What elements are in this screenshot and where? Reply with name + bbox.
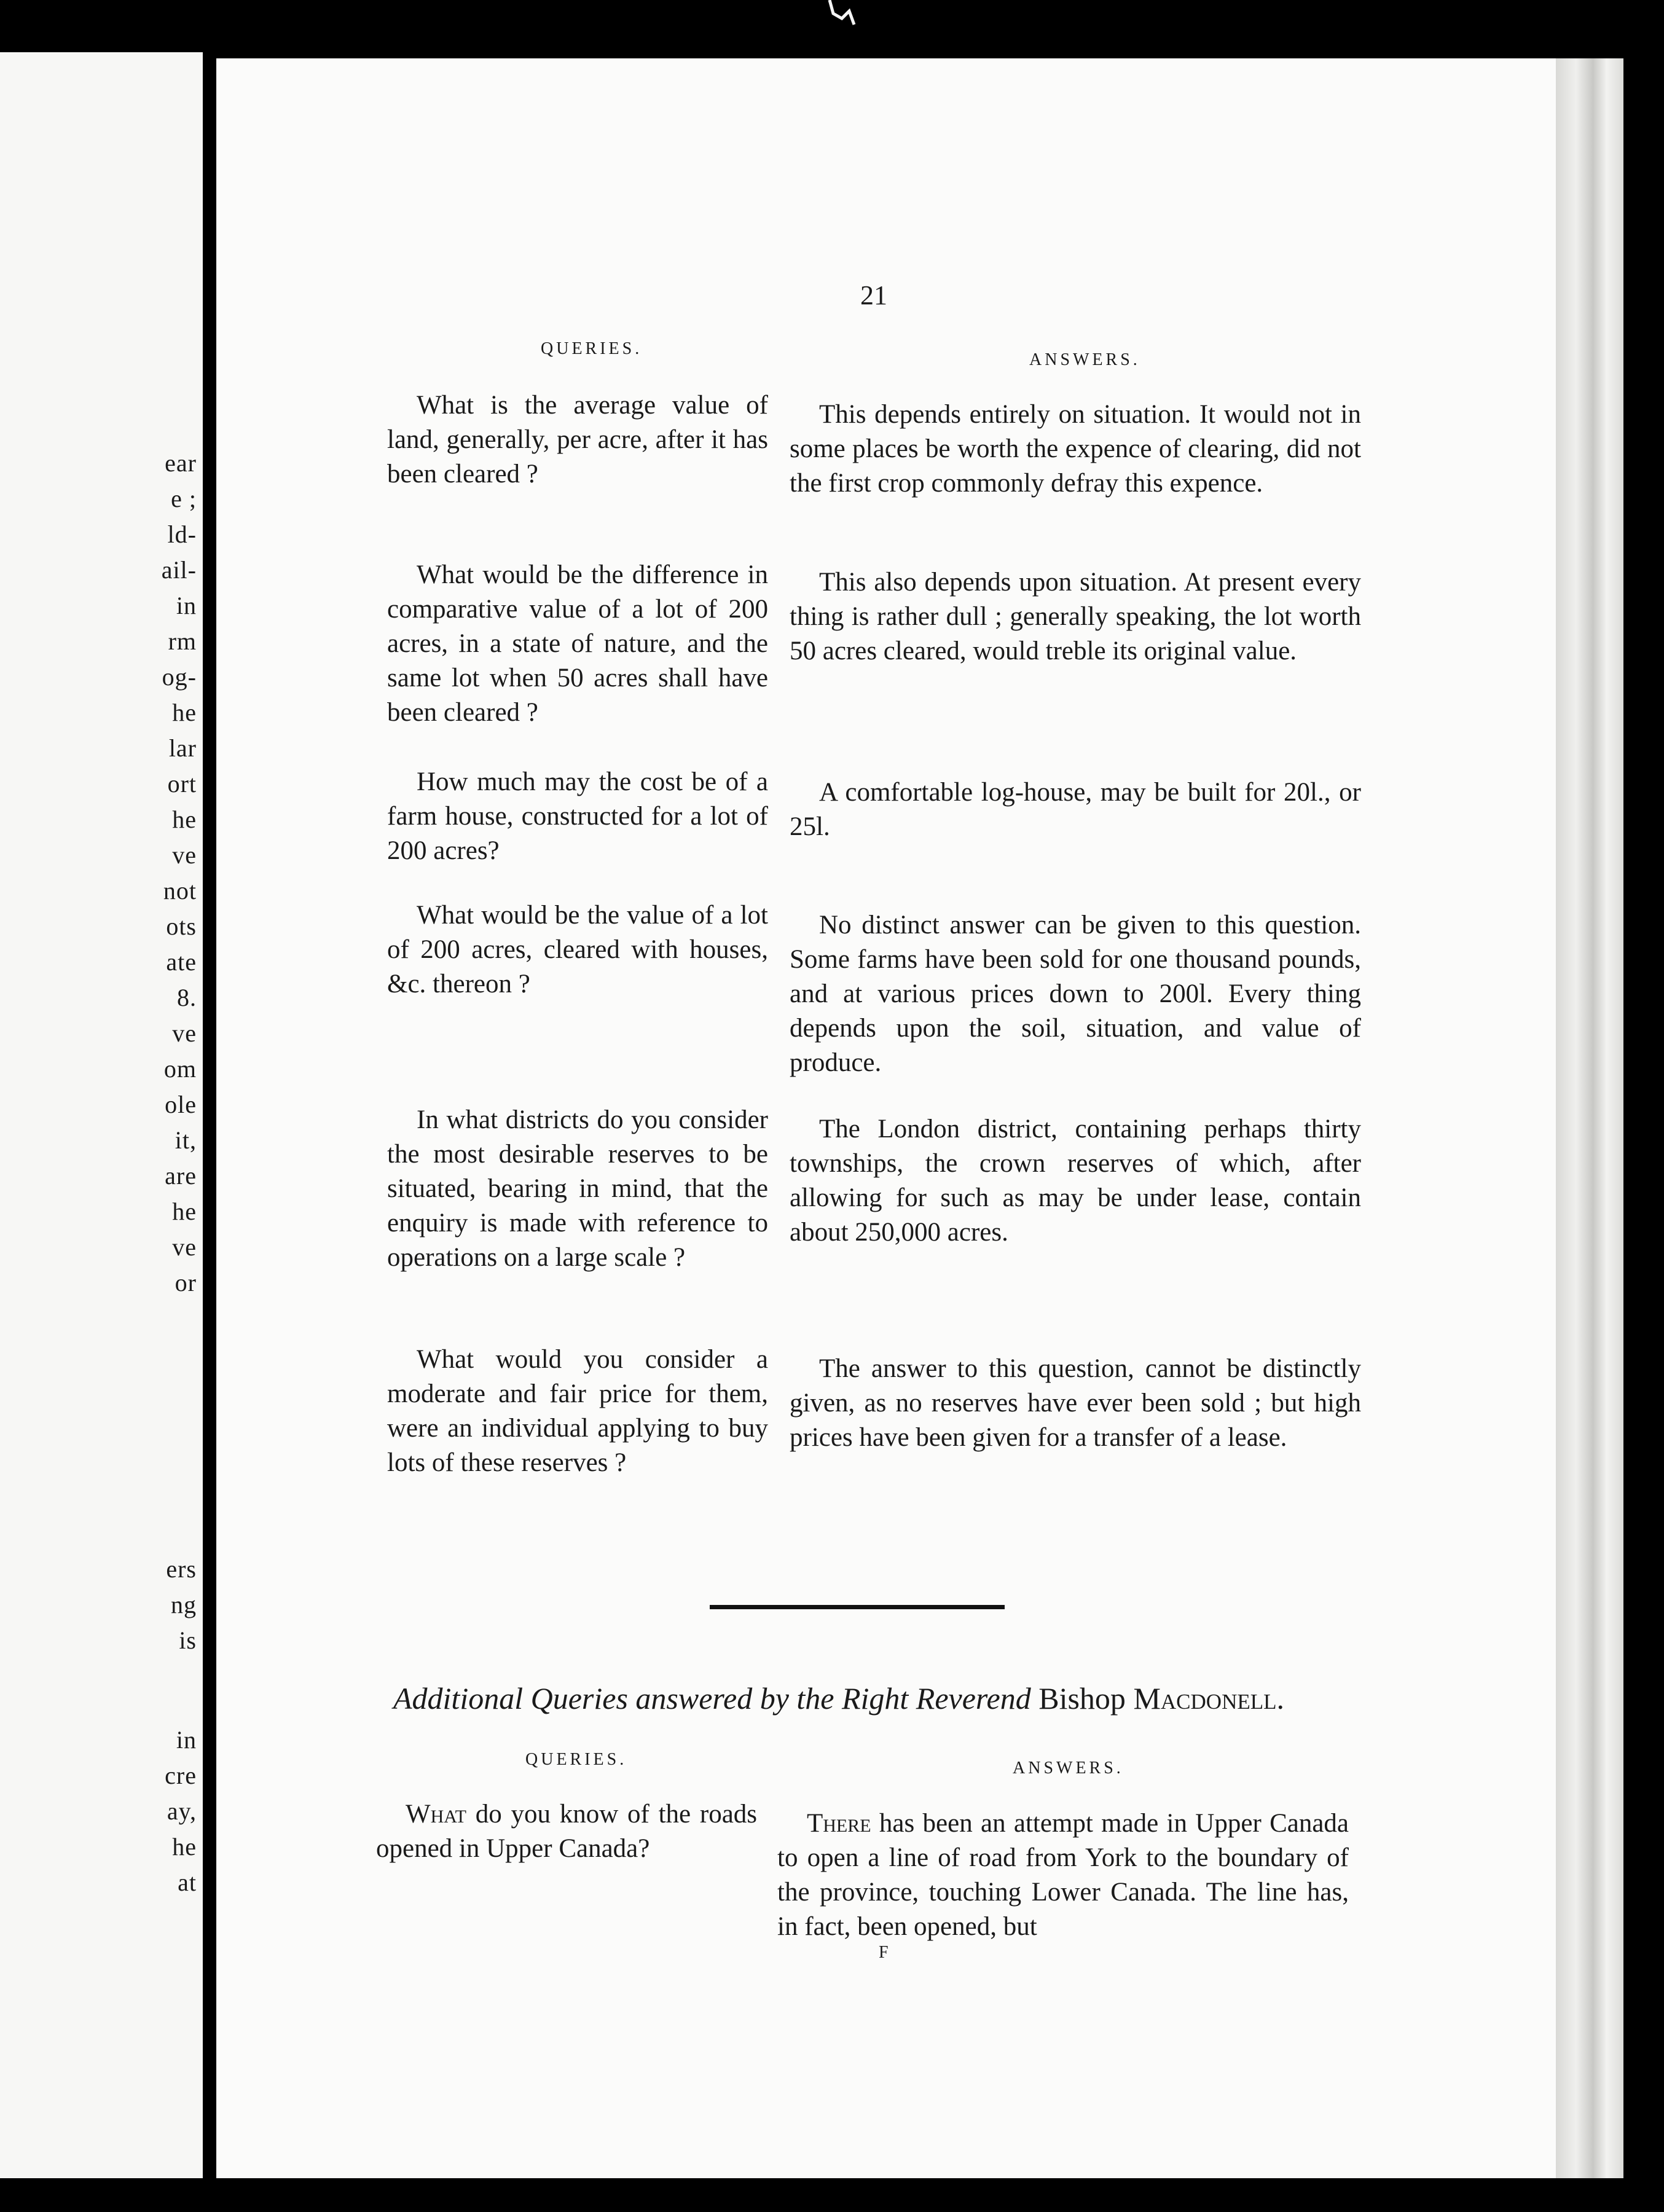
left-fragment: lar — [168, 734, 197, 762]
left-fragment: ld- — [167, 520, 197, 548]
left-fragment: is — [179, 1626, 197, 1654]
left-fragment: ay, — [167, 1797, 197, 1825]
left-fragment: ort — [167, 770, 197, 798]
binding-mark-icon — [817, 0, 866, 31]
section-title: Additional Queries answered by the Right Reverend Bishop Macdonell. — [393, 1681, 1284, 1716]
left-fragment: he — [172, 1833, 197, 1861]
query-text: In what districts do you consider the most desirable reserves to be situated, bearing in mind, that the enquiry is made with reference to operations on a large scale ? — [387, 1105, 768, 1272]
left-fragment: not — [163, 877, 197, 904]
answer-text: This depends entirely on situation. It would not in some places be worth the expence of clearing, did not the first crop commonly defray this expence. — [790, 400, 1361, 498]
page-number: 21 — [860, 280, 887, 310]
left-fragment: or — [175, 1269, 197, 1296]
signature-mark: F — [879, 1943, 889, 1962]
left-fragment: ve — [172, 1019, 197, 1047]
left-fragment: 8. — [177, 984, 197, 1011]
answer-text: The answer to this question, cannot be distinctly given, as no reserves have ever been sold ; but high prices have been given for a transfer of a lease. — [790, 1354, 1361, 1452]
left-fragment: ng — [171, 1591, 197, 1618]
query-text: What is the average value of land, generally, per acre, after it has been cleared ? — [387, 391, 768, 488]
answers-header: ANSWERS. — [1013, 1759, 1124, 1778]
left-fragment: he — [172, 1198, 197, 1225]
left-fragment: in — [176, 592, 197, 619]
gutter-shadow — [203, 49, 216, 2181]
left-fragment: ve — [172, 841, 197, 869]
left-fragment: he — [172, 699, 197, 726]
left-fragment: cre — [165, 1762, 197, 1789]
left-fragment: ear — [165, 449, 197, 477]
query-text: What would be the value of a lot of 200 acres, cleared with houses, &c. thereon ? — [387, 901, 768, 998]
answer-text: A comfortable log-house, may be built for 20l., or 25l. — [790, 778, 1361, 841]
answer-text: This also depends upon situation. At present every thing is rather dull ; generally speaking, the lot worth 50 acres cleared, would treble its original value. — [790, 568, 1361, 665]
left-fragment: in — [176, 1726, 197, 1754]
section-rule — [710, 1605, 1005, 1609]
queries-header: QUERIES. — [541, 339, 643, 358]
query-text: What do you know of the roads opened in Upper Canada? — [376, 1800, 758, 1863]
left-fragment: rm — [168, 627, 197, 655]
query-text: What would you consider a moderate and fair price for them, were an individual applying to buy lots of these reserves ? — [387, 1345, 768, 1477]
left-fragment: ail- — [161, 556, 197, 584]
left-fragment: ate — [166, 948, 197, 976]
query-text: How much may the cost be of a farm house, constructed for a lot of 200 acres? — [387, 767, 768, 865]
left-fragment: og- — [162, 663, 197, 691]
left-fragment: it, — [175, 1126, 197, 1154]
left-fragment: are — [165, 1162, 197, 1190]
answer-text: There has been an attempt made in Upper Canada to open a line of road from York to the boundary of the province, touching Lower Canada. The line has, in fact, been opened, but — [777, 1809, 1349, 1941]
queries-header: QUERIES. — [525, 1750, 627, 1769]
answer-text: No distinct answer can be given to this question. Some farms have been sold for one thousand pounds, and at various prices down to 200l. Every thing depends upon the soil, situation, and value of produce. — [790, 911, 1361, 1077]
page-edge-stack — [1556, 58, 1623, 2178]
answer-text: The London district, containing perhaps thirty townships, the crown reserves of which, after allowing for such as may be under lease, contain about 250,000 acres. — [790, 1115, 1361, 1247]
left-fragment: ole — [165, 1091, 197, 1118]
left-fragment: ers — [166, 1555, 197, 1583]
left-page-fragment — [0, 52, 203, 2178]
left-fragment: om — [163, 1055, 197, 1083]
left-fragment: ve — [172, 1233, 197, 1261]
left-fragment: at — [178, 1869, 197, 1896]
answers-header: ANSWERS. — [1029, 350, 1140, 369]
left-fragment: e ; — [171, 485, 197, 512]
left-fragment: ots — [166, 912, 197, 940]
left-fragment: he — [172, 806, 197, 833]
query-text: What would be the difference in comparative value of a lot of 200 acres, in a state of nature, and the same lot when 50 acres shall have been cleared ? — [387, 560, 768, 727]
